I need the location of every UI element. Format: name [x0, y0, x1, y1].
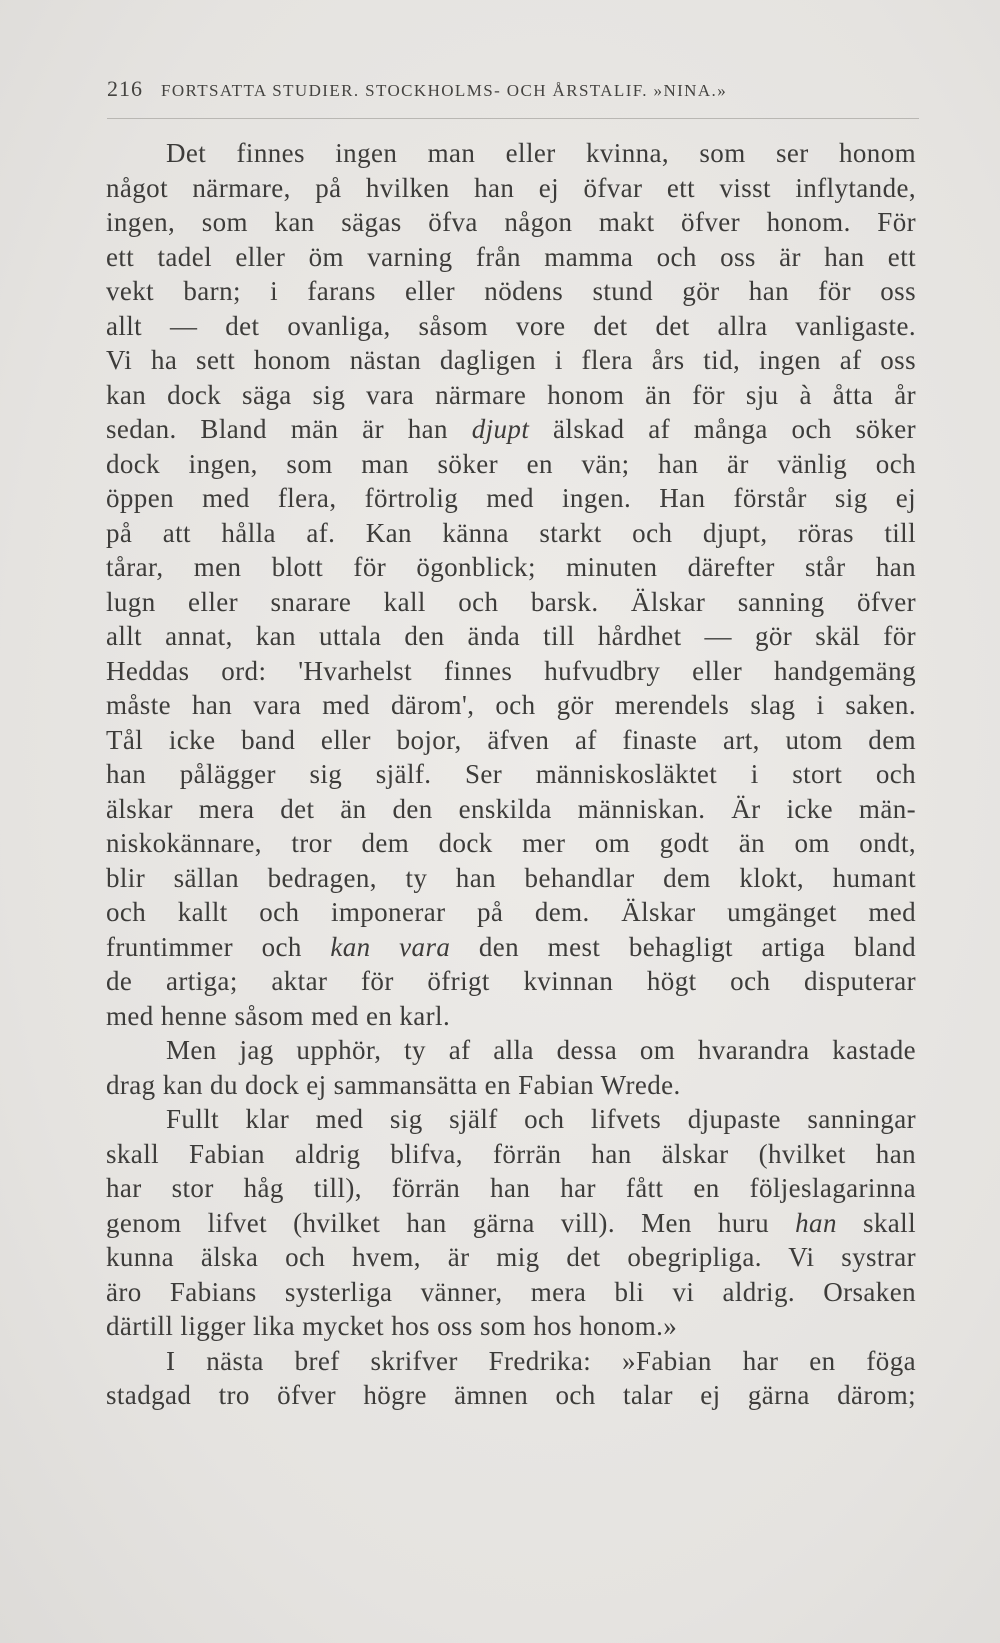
line-text: kunna älska och hvem, är mig det obegripliga. Vi systrar	[106, 1242, 916, 1272]
text-line	[106, 723, 916, 758]
text-line	[106, 516, 916, 551]
text-line	[106, 585, 916, 620]
line-text: tårar, men blott för ögonblick; minuten därefter står han	[106, 552, 916, 582]
line-text: Heddas ord: 'Hvarhelst finnes hufvudbry eller handgemäng	[106, 655, 916, 686]
text-line	[106, 861, 916, 896]
running-head-title: FORTSATTA STUDIER. STOCKHOLMS- OCH ÅRSTALIF. »NINA.»	[161, 81, 728, 100]
text-line	[106, 688, 916, 723]
line-text: Fullt klar med sig själf och lifvets djupaste sanningar	[166, 1104, 916, 1134]
page-number: 216	[107, 76, 143, 101]
line-text: fruntimmer och	[106, 931, 331, 962]
line-text-after: den mest behagligt artiga bland	[450, 931, 916, 962]
line-text: måste han vara med därom', och gör merendels slag i saken.	[106, 690, 916, 720]
line-text: sedan. Bland män är han	[106, 414, 472, 444]
line-text: Tål icke band eller bojor, äfven af finaste art, utom dem	[106, 724, 916, 755]
text-line	[106, 205, 916, 240]
line-text: allt annat, kan uttala den ända till hårdhet — gör skäl för	[106, 621, 916, 651]
text-line	[106, 654, 916, 689]
text-line	[106, 895, 916, 930]
line-text: han pålägger sig själf. Ser människosläktet i stort och	[106, 759, 916, 789]
line-text: älskar mera det än den enskilda människan. Är icke män-	[106, 793, 916, 824]
text-line	[106, 171, 916, 206]
text-line	[106, 757, 916, 792]
text-line	[106, 240, 916, 275]
line-text: vekt barn; i farans eller nödens stund gör han för oss	[106, 276, 916, 306]
text-line	[106, 1206, 916, 1241]
text-line	[106, 1033, 916, 1068]
text-line	[106, 1102, 916, 1137]
text-line	[106, 792, 916, 827]
running-head	[107, 76, 917, 108]
line-text: på att hålla af. Kan känna starkt och djupt, röras till	[106, 517, 916, 548]
line-text: dock ingen, som man söker en vän; han är vänlig och	[106, 448, 916, 479]
text-line	[106, 274, 916, 309]
line-text: Det finnes ingen man eller kvinna, som ser honom	[166, 138, 916, 168]
line-text: niskokännare, tror dem dock mer om godt än om ondt,	[106, 828, 916, 858]
text-line	[106, 619, 916, 654]
text-line	[106, 378, 916, 413]
line-text: öppen med flera, förtrolig med ingen. Han förstår sig ej	[106, 483, 916, 513]
text-line	[106, 309, 916, 344]
line-text: kan dock säga sig vara närmare honom än för sju à åtta år	[106, 379, 916, 410]
text-line	[106, 1275, 916, 1310]
line-text: stadgad tro öfver högre ämnen och talar ej gärna därom;	[106, 1380, 916, 1410]
line-text-after: skall	[836, 1207, 916, 1238]
line-emphasis: han	[795, 1207, 837, 1238]
text-line	[106, 1344, 916, 1379]
line-text: allt — det ovanliga, såsom vore det det allra vanligaste.	[106, 310, 916, 341]
line-text: skall Fabian aldrig blifva, förrän han älskar (hvilket han	[106, 1138, 916, 1169]
line-text: har stor håg till), förrän han har fått en följeslagarinna	[106, 1173, 916, 1203]
text-line	[106, 1378, 916, 1413]
line-emphasis: djupt	[471, 414, 530, 444]
text-line	[106, 826, 916, 861]
text-line	[106, 1068, 916, 1103]
line-text: de artiga; aktar för öfrigt kvinnan högt och disputerar	[106, 966, 916, 996]
line-text: något närmare, på hvilken han ej öfvar ett visst inflytande,	[106, 172, 916, 203]
line-emphasis: kan vara	[330, 931, 451, 962]
text-line	[106, 481, 916, 516]
text-line	[106, 1240, 916, 1275]
line-text: genom lifvet (hvilket han gärna vill). Men huru	[106, 1207, 796, 1238]
text-line	[106, 1137, 916, 1172]
line-text: ingen, som kan sägas öfva någon makt öfver honom. För	[106, 207, 916, 237]
text-line	[106, 964, 916, 999]
line-text: äro Fabians systerliga vänner, mera bli vi aldrig. Orsaken	[106, 1276, 916, 1307]
line-text: ett tadel eller öm varning från mamma och oss är han ett	[106, 241, 916, 272]
line-text: och kallt och imponerar på dem. Älskar umgänget med	[106, 897, 916, 927]
text-line	[106, 343, 916, 378]
line-text-after: älskad af många och söker	[529, 414, 916, 444]
body-text	[106, 136, 916, 1413]
line-text: I nästa bref skrifver Fredrika: »Fabian har en föga	[166, 1345, 916, 1376]
text-line	[106, 136, 916, 171]
line-text: Vi ha sett honom nästan dagligen i flera års tid, ingen af oss	[106, 345, 916, 375]
text-line	[106, 550, 916, 585]
line-text: drag kan du dock ej sammansätta en Fabian Wrede.	[106, 1069, 681, 1100]
text-line	[106, 1309, 916, 1344]
line-text: med henne såsom med en karl.	[106, 1000, 451, 1031]
line-text: blir sällan bedragen, ty han behandlar dem klokt, humant	[106, 862, 916, 893]
line-text: lugn eller snarare kall och barsk. Älskar sanning öfver	[106, 586, 916, 617]
line-text: därtill ligger lika mycket hos oss som hos honom.»	[106, 1311, 678, 1341]
text-line	[106, 999, 916, 1034]
text-line	[106, 447, 916, 482]
line-text: Men jag upphör, ty af alla dessa om hvarandra kastade	[166, 1035, 916, 1065]
text-line	[106, 1171, 916, 1206]
text-line	[106, 930, 916, 965]
text-line	[106, 412, 916, 447]
header-rule	[107, 118, 919, 119]
